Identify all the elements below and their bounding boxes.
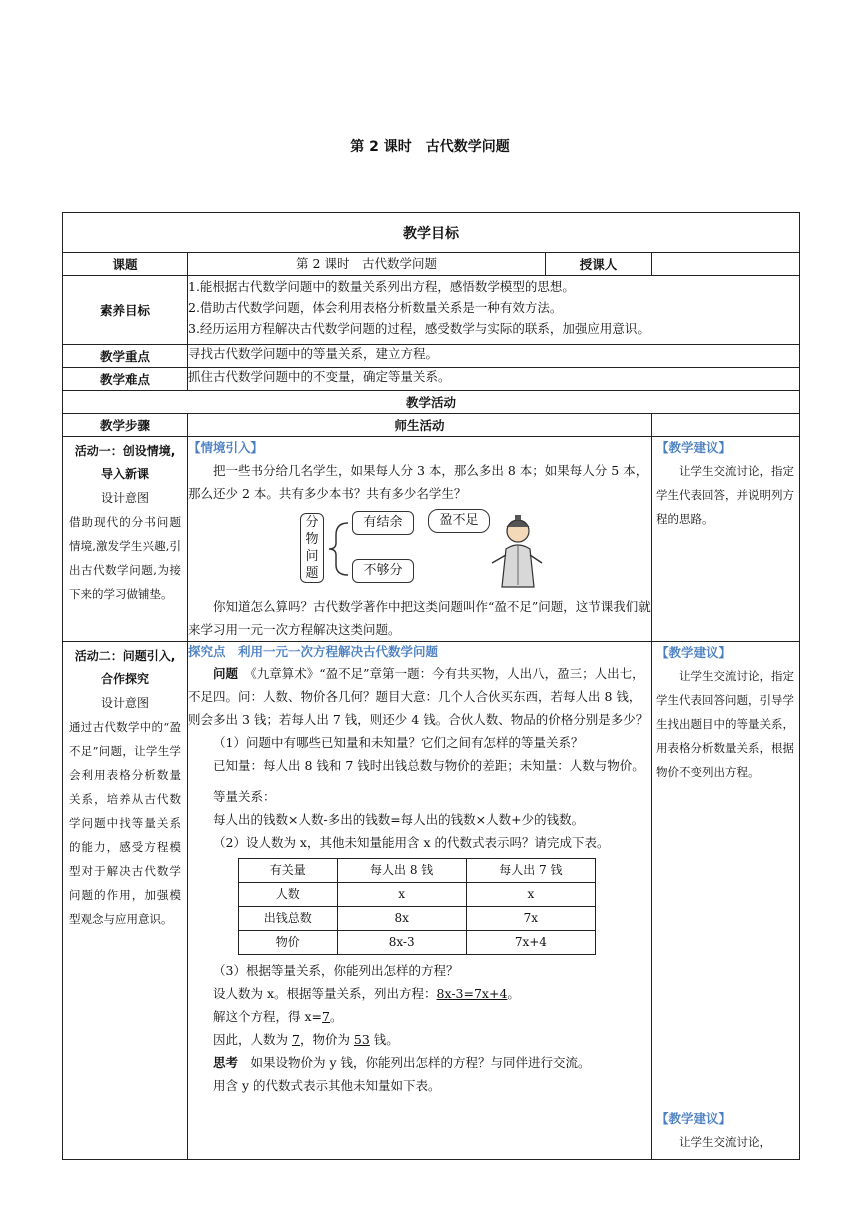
suggestion-text: 让学生交流讨论，指定学生代表回答，并说明列方程的思路。 bbox=[656, 464, 794, 526]
empty-cell bbox=[652, 414, 800, 437]
goals-header: 教学目标 bbox=[63, 213, 800, 253]
think-label: 思考 bbox=[213, 1055, 239, 1070]
literacy-goals bbox=[188, 276, 800, 345]
question-3: （3）根据等量关系，你能列出怎样的方程？ bbox=[213, 963, 459, 978]
table-header-row bbox=[239, 859, 596, 883]
difficulty-value: 抓住古代数学问题中的不变量，确定等量关系。 bbox=[188, 368, 800, 391]
think-text: 如果设物价为 y 钱，你能列出怎样的方程？与同伴进行交流。 bbox=[250, 1055, 591, 1070]
solve-prefix: 解这个方程，得 x= bbox=[213, 1009, 322, 1024]
literacy-item: 2.借助古代数学问题，体会利用表格分析数量关系是一种有效方法。 bbox=[188, 300, 563, 315]
activity1-para2: 你知道怎么算吗？古代数学著作中把这类问题叫作“盈不足”问题，这节课我们就来学习用一元一次方程解决这类问题。 bbox=[188, 599, 651, 637]
table-header-cell: 每人出 7 钱 bbox=[466, 859, 595, 883]
table-row bbox=[239, 907, 596, 931]
therefore-suffix: 钱。 bbox=[369, 1032, 399, 1047]
table-cell: 8x-3 bbox=[337, 931, 466, 955]
literacy-item: 1.能根据古代数学问题中的数量关系列出方程，感悟数学模型的思想。 bbox=[188, 279, 575, 294]
problem-text: 《九章算术》“盈不足”章第一题：今有共买物，人出八，盈三；人出七，不足四。问：人数、物价各几何？题目大意：几个人合伙买东西，若每人出 8 钱，则会多出 3 钱；若每人出 7 钱，则还少 4 钱。合伙人数、物品的价格分别是多少？ bbox=[188, 666, 649, 727]
explore-title: 探究点 利用一元一次方程解决古代数学问题 bbox=[188, 644, 439, 659]
activity2-steps bbox=[63, 642, 188, 1160]
activities-header: 教学活动 bbox=[63, 391, 800, 414]
focus-value: 寻找古代数学问题中的等量关系，建立方程。 bbox=[188, 345, 800, 368]
table-row bbox=[239, 883, 596, 907]
lesson-plan-table bbox=[62, 212, 800, 1160]
table-cell: 人数 bbox=[239, 883, 338, 907]
suggestion-text-2: 让学生交流讨论， bbox=[679, 1135, 771, 1149]
question-1: （1）问题中有哪些已知量和未知量？它们之间有怎样的等量关系？ bbox=[213, 735, 584, 750]
literacy-item: 3.经历运用方程解决古代数学问题的过程，感受数学与实际的联系，加强应用意识。 bbox=[188, 321, 650, 336]
table-header-cell: 有关量 bbox=[239, 859, 338, 883]
last-line: 用含 y 的代数式表示其他未知量如下表。 bbox=[213, 1078, 441, 1093]
table-row bbox=[239, 931, 596, 955]
solve-line bbox=[188, 1005, 651, 1028]
table-header-cell: 每人出 8 钱 bbox=[337, 859, 466, 883]
activity1-suggestion bbox=[652, 437, 800, 642]
split-problem-diagram bbox=[188, 509, 651, 591]
solve-answer: 7 bbox=[322, 1009, 330, 1024]
speech-bubble: 盈不足 bbox=[428, 509, 490, 533]
solve-suffix: 。 bbox=[329, 1009, 343, 1024]
suggestion-tag: 【教学建议】 bbox=[656, 440, 732, 455]
table-cell: 物价 bbox=[239, 931, 338, 955]
problem-para bbox=[188, 662, 651, 731]
page-title: 第 2 课时 古代数学问题 bbox=[350, 139, 510, 155]
activity1-para1: 把一些书分给几名学生，如果每人分 3 本，那么多出 8 本；如果每人分 5 本，那么还少 2 本。共有多少本书？共有多少名学生？ bbox=[188, 463, 649, 501]
known-unknown: 已知量：每人出 8 钱和 7 钱时出钱总数与物价的差距；未知量：人数与物价。 bbox=[213, 758, 645, 773]
scholar-figure-icon bbox=[480, 509, 550, 591]
design-label: 设计意图 bbox=[100, 491, 149, 505]
equation-answer: 8x-3=7x+4 bbox=[436, 986, 508, 1001]
lesson-label: 课题 bbox=[63, 253, 188, 276]
equal-text: 每人出的钱数×人数-多出的钱数=每人出的钱数×人数+少的钱数。 bbox=[213, 812, 585, 827]
suggestion-tag: 【教学建议】 bbox=[656, 645, 732, 660]
teacher-label: 授课人 bbox=[546, 253, 652, 276]
activity1-steps bbox=[63, 437, 188, 642]
focus-label: 教学重点 bbox=[63, 345, 188, 368]
price-answer: 53 bbox=[353, 1032, 370, 1047]
activity1-content bbox=[188, 437, 652, 642]
table-cell: 7x+4 bbox=[466, 931, 595, 955]
activity2-suggestion bbox=[652, 642, 800, 1160]
lesson-value: 第 2 课时 古代数学问题 bbox=[188, 253, 546, 276]
diagram-vertical-label: 分物问题 bbox=[300, 513, 324, 583]
teacher-value bbox=[652, 253, 800, 276]
steps-label: 教学步骤 bbox=[63, 414, 188, 437]
therefore-line bbox=[188, 1028, 651, 1051]
therefore-prefix: 因此，人数为 bbox=[213, 1032, 292, 1047]
diagram-surplus: 有结余 bbox=[352, 511, 414, 535]
activity1-title: 活动一：创设情境, bbox=[74, 444, 176, 458]
activity2-title: 活动二：问题引入, bbox=[74, 649, 176, 663]
activity2-design-text: 通过古代数学中的“盈不足”问题，让学生学会利用表格分析数量关系，培养从古代数学问题中找等量关系的能力，感受方程模型对于解决古代数学问题的作用，加强模型观念与应用意识。 bbox=[69, 720, 181, 926]
activity2-subtitle: 合作探究 bbox=[100, 672, 149, 686]
table-cell: 7x bbox=[466, 907, 595, 931]
set-equation bbox=[188, 982, 651, 1005]
table-cell: 8x bbox=[337, 907, 466, 931]
difficulty-label: 教学难点 bbox=[63, 368, 188, 391]
interaction-label: 师生活动 bbox=[188, 414, 652, 437]
question-2: （2）设人数为 x，其他未知量能用含 x 的代数式表示吗？请完成下表。 bbox=[213, 835, 610, 850]
suggestion-tag-2: 【教学建议】 bbox=[656, 1111, 732, 1126]
design-label: 设计意图 bbox=[100, 696, 149, 710]
table-cell: 出钱总数 bbox=[239, 907, 338, 931]
activity1-design-text: 借助现代的分书问题情境,激发学生兴趣,引出古代数学问题,为接下来的学习做铺垫。 bbox=[69, 515, 181, 601]
situation-tag: 【情境引入】 bbox=[188, 440, 264, 455]
think-line bbox=[188, 1051, 651, 1074]
people-answer: 7 bbox=[291, 1032, 300, 1047]
activity1-subtitle: 导入新课 bbox=[100, 467, 149, 481]
table-cell: x bbox=[337, 883, 466, 907]
set-prefix: 设人数为 x。根据等量关系，列出方程： bbox=[213, 986, 437, 1001]
equal-label: 等量关系： bbox=[213, 789, 276, 804]
suggestion-text: 让学生交流讨论，指定学生代表回答问题，引导学生找出题目中的等量关系，用表格分析数量关系，根据物价不变列出方程。 bbox=[656, 669, 794, 779]
diagram-shortage: 不够分 bbox=[352, 559, 414, 583]
therefore-mid: ，物价为 bbox=[299, 1032, 354, 1047]
literacy-label: 素养目标 bbox=[63, 276, 188, 345]
problem-label: 问题 bbox=[213, 666, 239, 681]
set-suffix: 。 bbox=[507, 986, 520, 1001]
quantity-table bbox=[238, 858, 596, 955]
brace-icon bbox=[326, 509, 352, 589]
activity2-content bbox=[188, 642, 652, 1160]
table-cell: x bbox=[466, 883, 595, 907]
